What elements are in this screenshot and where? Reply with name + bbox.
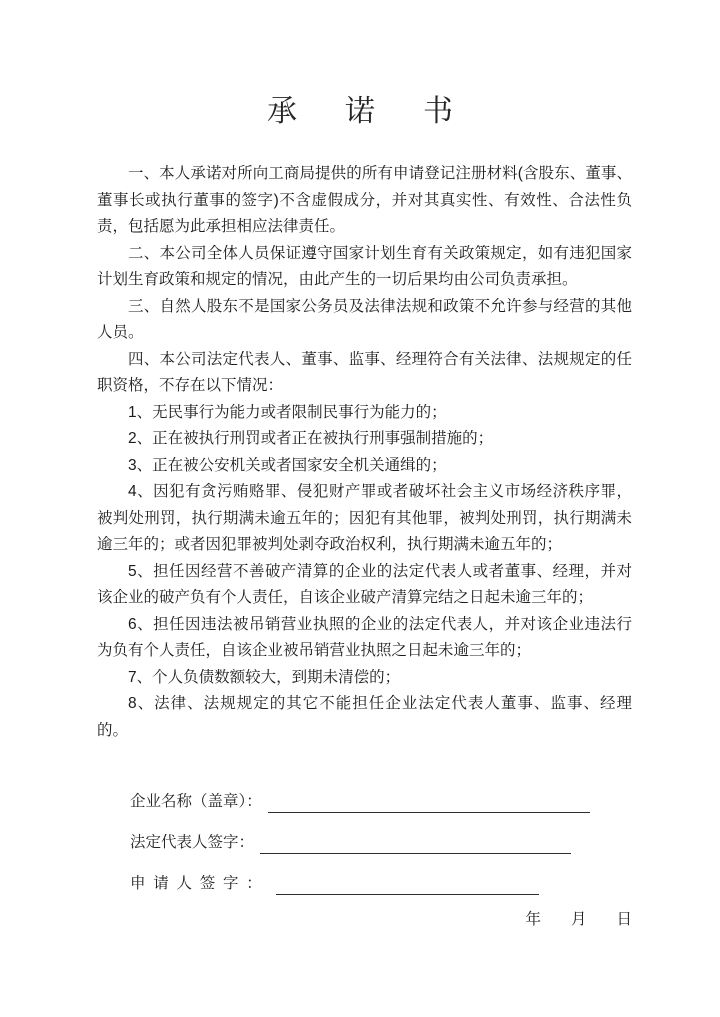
clause-4-item-6: 6、担任因违法被吊销营业执照的企业的法定代表人，并对该企业违法行为负有个人责任，自该企业被吊销营业执照之日起未逾三年的；: [97, 615, 632, 659]
legal-rep-signature-blank-line: [260, 829, 571, 854]
legal-rep-signature-row: [130, 827, 720, 854]
company-name-label: 企业名称（盖章）：: [130, 793, 262, 810]
company-name-row: [130, 786, 720, 813]
clause-4-item-3: 3、正在被公安机关或者国家安全机关通缉的；: [128, 456, 447, 474]
document-body: [97, 161, 632, 744]
applicant-signature-row: [130, 868, 720, 895]
date-year-label: 年: [525, 911, 541, 928]
clause-4: 四、本公司法定代表人、董事、监事、经理符合有关法律、法规规定的任职资格，不存在以下情况：: [97, 350, 632, 394]
clause-4-item-8: 8、法律、法规规定的其它不能担任企业法定代表人董事、监事、经理的。: [97, 695, 632, 739]
date-day-label: 日: [616, 911, 632, 928]
clause-4-item-7: 7、个人负债数额较大，到期未清偿的；: [128, 668, 401, 686]
document-title: 承诺书: [267, 95, 501, 128]
clause-4-item-2: 2、正在被执行刑罚或者正在被执行刑事强制措施的；: [128, 430, 494, 447]
signature-section: [130, 786, 720, 895]
legal-rep-signature-label: 法定代表人签字：: [130, 834, 255, 851]
date-line: [97, 909, 632, 931]
clause-4-item-5: 5、担任因经营不善破产清算的企业的法定代表人或者董事、经理，并对该企业的破产负有个人责任，自该企业破产清算完结之日起未逾三年的；: [97, 562, 632, 606]
clause-4-item-1: 1、无民事行为能力或者限制民事行为能力的；: [128, 403, 447, 421]
applicant-signature-blank-line: [276, 870, 539, 895]
date-month-label: 月: [570, 911, 587, 928]
clause-1: 一、本人承诺对所向工商局提供的所有申请登记注册材料(含股东、董事、董事长或执行董事的签字)不含虚假成分，并对其真实性、有效性、合法性负责，包括愿为此承担相应法律责任。: [97, 165, 632, 235]
clause-2: 二、本公司全体人员保证遵守国家计划生育有关政策规定，如有违犯国家计划生育政策和规定的情况，由此产生的一切后果均由公司负责承担。: [97, 244, 632, 288]
clause-3: 三、自然人股东不是国家公务员及法律法规和政策不允许参与经营的其他人员。: [97, 297, 632, 341]
applicant-signature-label: 申请人签字：: [130, 875, 270, 892]
clause-4-item-4: 4、因犯有贪污贿赂罪、侵犯财产罪或者破坏社会主义市场经济秩序罪，被判处刑罚，执行期满未逾五年的；因犯有其他罪，被判处刑罚，执行期满未逾三年的；或者因犯罪被判处剥夺政治权利，执行期满未逾五年的；: [97, 483, 632, 553]
company-name-blank-line: [268, 788, 590, 813]
